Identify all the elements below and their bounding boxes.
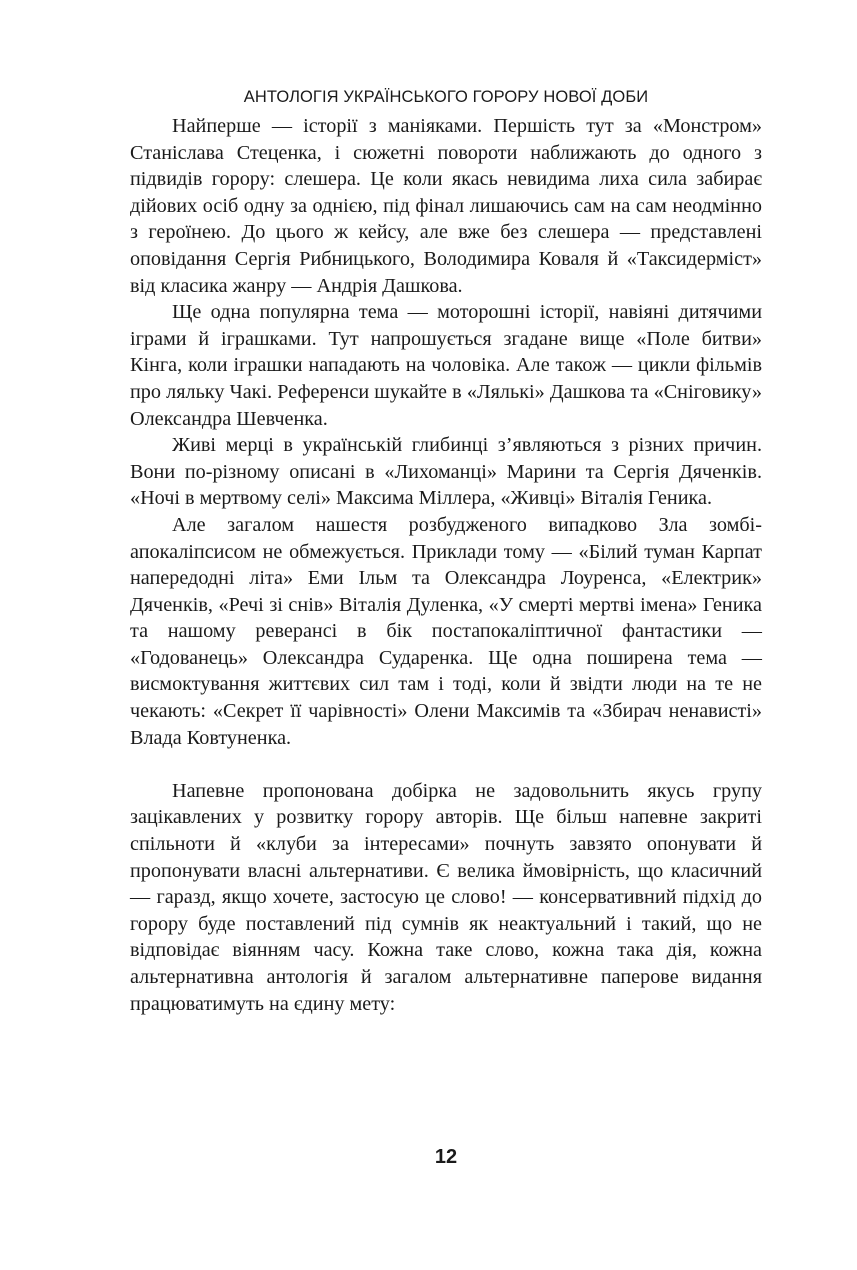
paragraph-5: Напевне пропонована добірка не задовольнить якусь групу зацікавлених у розвитку горору авторів. Ще більш напевне закриті спільноти й «клуби за інтересами» почнуть завзято опонувати й пропонувати власні альтернативи. Є велика ймовірність, що класичний — гаразд, якщо хочете, застосую це слово! — консервативний підхід до горору буде поставлений під сумнів як неактуальний і такий, що не відповідає віянням часу. Кожна таке слово, кожна така дія, кожна альтернативна антологія й загалом альтернативне паперове видання працюватимуть на єдину мету:: [130, 779, 762, 1015]
running-header: АНТОЛОГІЯ УКРАЇНСЬКОГО ГОРОРУ НОВОЇ ДОБИ: [243, 88, 649, 106]
paragraph-4: Але загалом нашестя розбудженого випадково Зла зомбі-апокаліпсисом не обмежується. Приклади тому — «Білий туман Карпат напередодні літа» Еми Ільм та Олександра Лоуренса, «Електрик» Дяченків, «Речі зі снів» Віталія Дуленка, «У смерті мертві імена» Геника та нашому реверансі в бік постапокаліптичної фантастики — «Годованець» Олександра Сударенка. Ще одна поширена тема — висмоктування життєвих сил там і тоді, коли й звідти люди на те не чекають: «Секрет її чарівності» Олени Максимів та «Збирач ненависті» Влада Ковтуненка.: [130, 513, 762, 749]
body-text: [130, 113, 762, 1017]
paragraph-2: Ще одна популярна тема — моторошні історії, навіяні дитячими іграми й іграшками. Тут напрошується згадане вище «Поле битви» Кінга, коли іграшки нападають на чоловіка. Але також — цикли фільмів про ляльку Чакі. Референси шукайте в «Лялькі» Дашкова та «Сніговику» Олександра Шевченка.: [130, 301, 762, 430]
paragraph-3: Живі мерці в українській глибинці з’являються з різних причин. Вони по-різному описані в «Лихоманці» Марини та Сергія Дяченків. «Ночі в мертвому селі» Максима Міллера, «Живці» Віталія Геника.: [130, 434, 762, 510]
paragraph-1: Найперше — історії з маніяками. Першість тут за «Монстром» Станіслава Стеценка, і сюжетні повороти наближають до одного з підвидів горору: слешера. Це коли якась невидима лиха сила забирає дійових осіб одну за однією, під фінал лишаючись сам на сам неодмінно з героїнею. До цього ж кейсу, але вже без слешера — представлені оповідання Сергія Рибницького, Володимира Коваля й «Таксидерміст» від класика жанру — Андрія Дашкова.: [130, 115, 762, 297]
page-number: 12: [434, 1146, 458, 1168]
